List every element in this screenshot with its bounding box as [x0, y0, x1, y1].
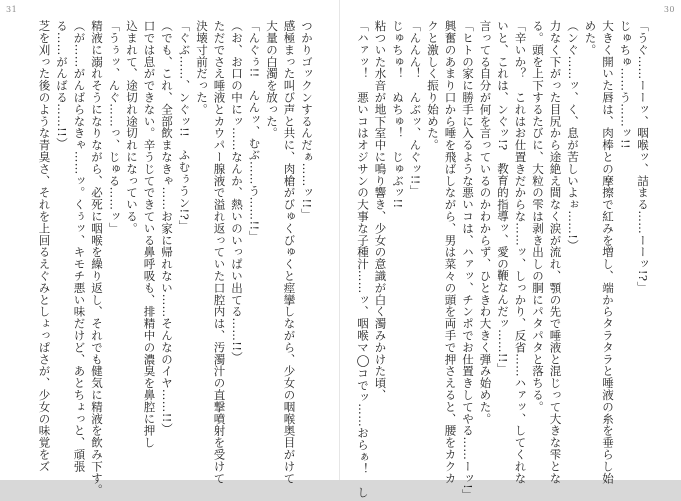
text-line: つかりゴックンするんだぁ……ッ!!」 — [300, 20, 314, 221]
text-line: 決壊寸前だった。 — [195, 20, 209, 116]
left-page-number: 31 — [6, 5, 18, 14]
text-line: いと、これは、ンぐッ!? 教育的指導ッ、愛の鞭なんだッ……!!」 — [496, 20, 510, 375]
text-line: めた。 — [583, 20, 598, 56]
text-line: 大きく開いた唇は、肉棒との摩擦で紅みを増し、端からタラタラと唾液の糸を垂らし始 — [601, 20, 615, 485]
text-line: る。頭を上下するたびに、大粒の雫は剥き出しの胴にパタパタと落ちる。 — [531, 20, 545, 413]
left-page — [0, 0, 340, 496]
text-line: 芝を刈った後のような青臭さ、それを上回るえぐみとしょっぱさが、少女の味覚をズ — [37, 20, 52, 473]
text-line: 「んぐぅ!! んんッ、むぶ……う……!!」 — [247, 20, 262, 243]
text-line: 「ハァッ！ 悪いコはオジサンの大事な子種汁……ッ、咽喉マ◯コでッ……おらぁ！ し — [356, 20, 370, 499]
text-line: 言ってる自分が何を言っているのかわからず、ひときわ大きく弾み始めた。 — [478, 20, 493, 425]
right-page — [340, 0, 681, 501]
text-line: ただでさえ唾液とカウパー腺液で溢れ返っていた口腔内は、汚濁汁の直撃噴射を受けて — [212, 20, 227, 485]
right-page-text — [356, 20, 651, 501]
text-line: 「うぐ……ーーッ、咽喉ッ、詰まる……ーーッ!?」 — [636, 20, 650, 294]
text-line: 大量の白濁を放った。 — [265, 20, 279, 139]
text-line: 「ぐぶ……、ンぐッ!! ふむぅうン!?」 — [177, 20, 192, 233]
text-line: （お、お口の中にッ……なんか、熱いのいっぱい出てる……!!） — [230, 20, 244, 364]
text-line: じゅちゅ！ ぬちゅ！ じゅぶッ!! — [391, 20, 405, 209]
text-line: 口では息ができない。辛うじてできている鼻呼吸も、排精中の濃臭を鼻腔に押し — [142, 20, 157, 449]
text-line: （が……がんばらなきゃ……ッ。くぅッ、キモチ悪い味だけど、あとちょっと、頑張 — [72, 20, 87, 473]
text-line: （ンぐ……ッ、く、息が苦しいよぉ……!） — [566, 20, 580, 252]
text-line: 「辛いか？ これはお仕置きだからな……ッ、しっかり、反省……ハァッ、してくれな — [513, 20, 528, 485]
text-line: 込まれて、途切れ途切れになっている。 — [125, 20, 139, 235]
text-line: 感極まった叫び声と共に、肉槍がびゅくびゅくと痙攣しながら、少女の咽喉奥目がけて — [282, 20, 297, 485]
text-line: 興奮のあまり口から唾を飛ばしながら、男は菜々の頭を両手で押さえると、腰をカクカ — [443, 20, 458, 485]
text-line: 「んんん！ んぶッ、んぐッ!!」 — [408, 20, 423, 197]
text-line: じゅちゅ……う……ッ!! — [618, 20, 633, 150]
text-line: る……がんばる……!!） — [55, 20, 69, 150]
left-page-text — [28, 20, 315, 496]
text-line: 「ヒトの家に勝手に入るような悪いコは、ハァッ、チンポでお仕置きしてやる……ーッ!」 — [461, 20, 475, 501]
text-line: 力なく下がった目尻から途絶え間なく涙が流れ、顎の先で唾液と混じって大きな雫とな — [548, 20, 563, 485]
right-page-number: 30 — [663, 5, 675, 14]
text-line: クと激しく振り始めた。 — [426, 20, 440, 151]
text-line: （でも、これ、全部飲まなきゃ……お家に帰れない……そんなのイヤ……!!） — [160, 20, 174, 435]
text-line: 粘ついた水音が地下室中に鳴り響き、少女の意識が白く濁みかけた頃、 — [373, 20, 388, 401]
text-line: 精液に溺れそうになりながら、必死に咽喉を繰り返し、それでも健気に精液を飲み下す。 — [90, 20, 104, 496]
text-line: 「うぅッ、んぐ……っ、じゅる……ッ」 — [107, 20, 122, 235]
